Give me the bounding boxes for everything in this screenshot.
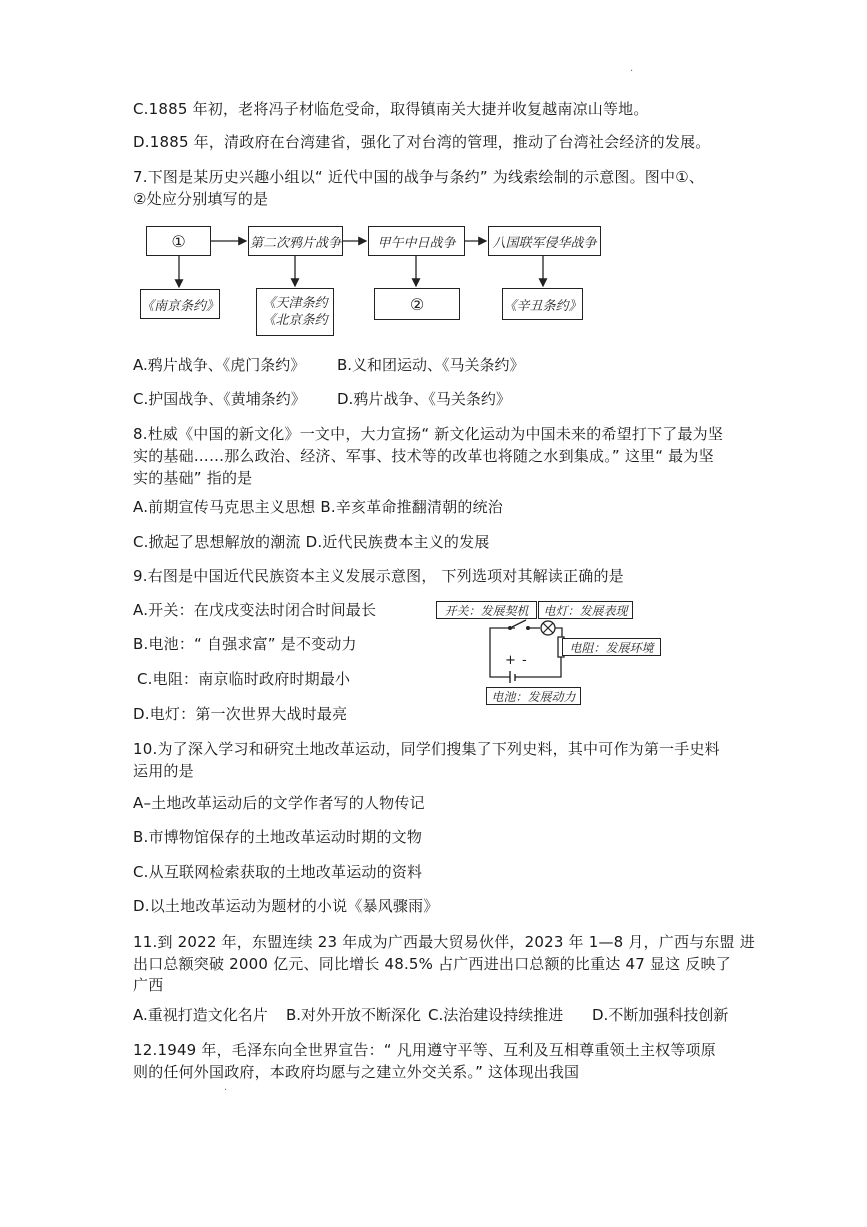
- treaty-box-4-label: 《辛丑条约》: [503, 298, 582, 314]
- q7-stem-line1: 7.下图是某历史兴趣小组以“ 近代中国的战争与条约” 为线索绘制的示意图。图中①、: [133, 168, 705, 186]
- q12-stem-line2: 则的任何外国政府，本政府均愿与之建立外交关系。” 这体现出我国: [133, 1063, 580, 1081]
- treaty-box-2-line1: 《天津条约: [262, 296, 328, 311]
- flow-box-4-label: 八国联军侵华战争: [492, 235, 597, 251]
- q6-option-d: D.1885 年，清政府在台湾建省，强化了对台湾的管理，推动了台湾社会经济的发展。: [133, 133, 711, 151]
- q9-circuit-diagram: [430, 595, 670, 710]
- q8-stem-line1: 8.杜威《中国的新文化》一文中，大力宣扬“ 新文化运动为中国未来的希望打下了最为坚: [133, 425, 724, 443]
- treaty-box-1: [140, 289, 220, 319]
- flow-box-1: [146, 226, 211, 256]
- treaty-box-2-line2: 《北京条约: [262, 313, 328, 328]
- flow-box-2: [248, 226, 343, 256]
- q12-stem-line1: 12.1949 年，毛泽东向全世界宣告：“ 凡用遵守平等、互利及互相尊重领土主权等项原: [133, 1041, 716, 1059]
- treaty-box-3-label: ②: [409, 294, 425, 314]
- q7-option-d: D.鸦片战争、《马关条约》: [337, 390, 511, 408]
- q9-option-c: C.电阻：南京临时政府时期最小: [137, 670, 351, 688]
- q8-stem-line2: 实的基础……那么政治、经济、军事、技术等的改革也将随之水到集成。” 这里“ 最为坚: [133, 447, 714, 465]
- q11-stem-line3: 广西: [133, 976, 164, 994]
- flow-box-4: [488, 226, 601, 256]
- circuit-battery-label: [486, 687, 581, 705]
- q7-flow-diagram: [0, 0, 867, 340]
- q9-option-a: A.开关：在戊戌变法时闭合时间最长: [133, 601, 377, 619]
- battery-plus-sign: +: [505, 653, 516, 668]
- circuit-lamp-text: 电灯：发展表现: [543, 603, 628, 618]
- q9-option-b: B.电池：“ 自强求富” 是不变动力: [133, 635, 357, 653]
- q10-stem-line2: 运用的是: [133, 762, 194, 780]
- scan-speck: ·: [630, 66, 634, 77]
- q9-option-d: D.电灯：第一次世界大战时最亮: [133, 705, 348, 723]
- q11-stem-line1: 11.到 2022 年，东盟连续 23 年成为广西最大贸易伙伴，2023 年 1—8 月，广西与东盟 进: [133, 933, 755, 951]
- circuit-switch-label: [436, 601, 537, 619]
- treaty-box-2: [256, 288, 334, 336]
- scan-speck: ·: [224, 1085, 228, 1096]
- flow-box-1-label: ①: [171, 231, 186, 251]
- flow-box-3-label: 甲午中日战争: [377, 235, 456, 251]
- circuit-switch-text: 开关：发展契机: [444, 603, 529, 618]
- q7-option-a: A.鸦片战争、《虎门条约》: [133, 356, 306, 374]
- flow-box-3: [368, 226, 465, 256]
- q10-option-c: C.从互联网检索获取的土地改革运动的资料: [133, 863, 423, 881]
- q11-option-c: C.法治建设持续推进: [428, 1006, 564, 1024]
- q9-stem: 9.右图是中国近代民族资本主义发展示意图， 下列选项对其解读正确的是: [133, 567, 624, 585]
- q11-option-d: D.不断加强科技创新: [592, 1006, 729, 1024]
- circuit-resistor-text: 电阻：发展环境: [569, 640, 654, 655]
- q11-stem-line2: 出口总额突破 2000 亿元、同比增长 48.5% 占广西进出口总额的比重达 47 显这 反映了: [133, 955, 731, 973]
- q7-option-c: C.护国战争、《黄埔条约》: [133, 390, 306, 408]
- q8-options-cd: C.掀起了思想解放的潮流 D.近代民族费本主义的发展: [133, 533, 490, 551]
- q11-option-b: B.对外开放不断深化: [286, 1006, 422, 1024]
- circuit-resistor-label: [562, 638, 661, 656]
- battery-minus-sign: -: [522, 653, 527, 668]
- q8-stem-line3: 实的基础” 指的是: [133, 469, 253, 487]
- q6-option-c: C.1885 年初，老将冯子材临危受命，取得镇南关大捷并收复越南凉山等地。: [133, 100, 649, 118]
- treaty-box-3: [374, 288, 460, 320]
- treaty-box-4: [502, 288, 583, 320]
- flow-box-2-label: 第二次鸦片战争: [249, 235, 341, 251]
- q10-option-b: B.市博物馆保存的土地改革运动时期的文物: [133, 828, 423, 846]
- q7-stem-line2: ②处应分别填写的是: [133, 190, 269, 208]
- q8-options-ab: A.前期宣传马克思主义思想 B.辛亥革命推翻清朝的统治: [133, 498, 503, 516]
- q11-option-a: A.重视打造文化名片: [133, 1006, 268, 1024]
- q10-option-a: A–土地改革运动后的文学作者写的人物传记: [133, 794, 425, 812]
- treaty-box-1-label: 《南京条约》: [141, 298, 220, 314]
- circuit-battery-text: 电池：发展动力: [491, 689, 576, 704]
- circuit-lamp-label: [538, 601, 633, 619]
- q10-stem-line1: 10.为了深入学习和研究土地改革运动，同学们搜集了下列史料，其中可作为第一手史料: [133, 740, 720, 758]
- q7-option-b: B.义和团运动、《马关条约》: [337, 356, 525, 374]
- q10-option-d: D.以土地改革运动为题材的小说《暴风骤雨》: [133, 897, 439, 915]
